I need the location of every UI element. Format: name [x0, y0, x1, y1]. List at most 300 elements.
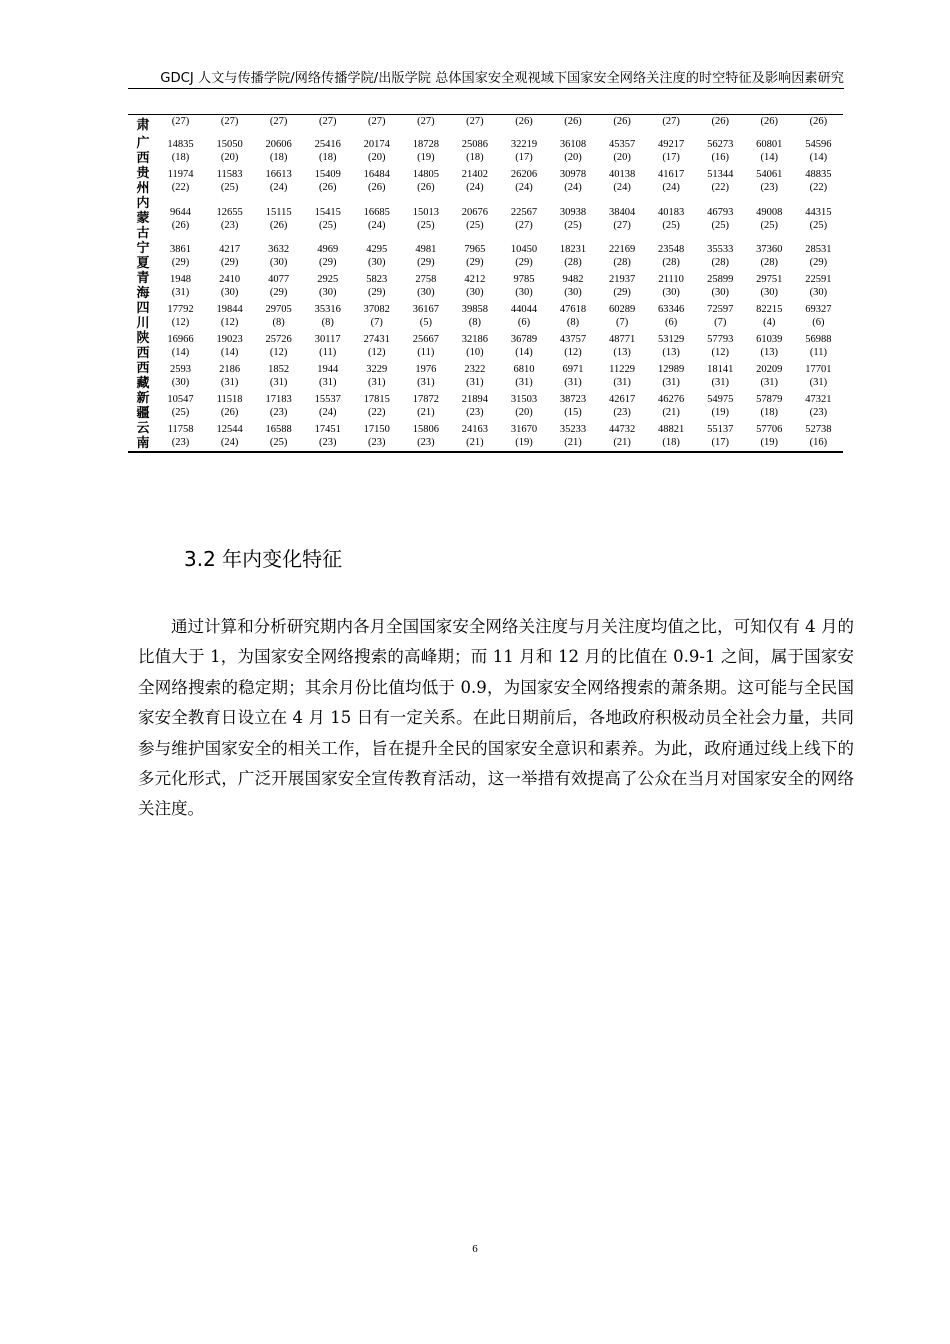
- cell-value: 20174: [363, 139, 390, 150]
- cell-value: 5823: [366, 274, 388, 285]
- cell-value: 45357: [608, 139, 636, 150]
- data-cell: [499, 331, 548, 361]
- data-cell: [303, 166, 352, 196]
- data-cell: [696, 136, 745, 166]
- cell-value: 29705: [265, 304, 292, 315]
- cell-rank: (6): [665, 317, 678, 328]
- cell-rank: (21): [662, 407, 680, 418]
- cell-rank: (23): [760, 182, 779, 193]
- cell-value: 61039: [756, 334, 783, 345]
- cell-rank: (28): [662, 257, 680, 268]
- cell-value: 46793: [707, 206, 734, 218]
- cell-value: 55137: [707, 424, 734, 435]
- cell-rank: (26): [613, 116, 631, 127]
- data-cell: [696, 331, 745, 361]
- cell-value: 72597: [707, 304, 734, 315]
- cell-value: 1944: [317, 364, 339, 375]
- cell-rank: (23): [368, 437, 386, 448]
- data-cell: [352, 331, 401, 361]
- cell-value: 18141: [707, 364, 734, 375]
- cell-rank: (14): [171, 347, 190, 358]
- cell-value: 22591: [805, 274, 832, 285]
- cell-rank: (12): [711, 347, 729, 358]
- cell-value: 9644: [170, 206, 192, 218]
- data-cell: [647, 166, 696, 196]
- data-cell: [352, 241, 401, 271]
- cell-rank: (11): [417, 347, 435, 358]
- cell-rank: (29): [171, 257, 190, 268]
- data-cell: [794, 136, 843, 166]
- cell-rank: (25): [564, 219, 582, 231]
- province-cell: 新 疆: [136, 391, 150, 421]
- section-title: 3.2 年内变化特征: [184, 547, 343, 571]
- cell-value: 26206: [510, 169, 538, 180]
- data-cell: [450, 196, 499, 241]
- data-cell: [156, 271, 205, 301]
- cell-value: 57879: [756, 394, 783, 405]
- cell-rank: (26): [171, 219, 190, 231]
- cell-value: 15115: [265, 206, 292, 218]
- cell-value: 15409: [314, 169, 341, 180]
- cell-rank: (26): [417, 182, 435, 193]
- cell-value: 60801: [756, 139, 783, 150]
- data-cell: [745, 241, 794, 271]
- cell-rank: (28): [564, 257, 582, 268]
- cell-rank: (25): [171, 407, 190, 418]
- cell-rank: (29): [466, 257, 484, 268]
- data-cell: [401, 391, 450, 421]
- cell-value: 31503: [510, 394, 538, 405]
- cell-value: 2322: [464, 364, 486, 375]
- data-cell: [401, 301, 450, 331]
- data-cell: [352, 196, 401, 241]
- data-cell: [156, 331, 205, 361]
- cell-rank: (25): [466, 219, 484, 231]
- cell-value: 9482: [562, 274, 584, 285]
- cell-value: 16685: [363, 206, 390, 218]
- cell-rank: (6): [812, 317, 825, 328]
- body-paragraph: 通过计算和分析研究期内各月全国国家安全网络关注度与月关注度均值之比，可知仅有 4 月的比值大于 1，为国家安全网络搜索的高峰期；而 11 月和 12 月的比值在 0.9-1 之间，属于国家安全网络搜索的稳定期；其余月份比值均低于 0.9，为国家安全网络搜索的萧条期。这可能与全民国家安全教育日设立在 4 月 15 日有一定关系。在此日期前后，各地政府积极动员全社会力量，共同参与维护国家安全的相关工作，旨在提升全民的国家安全意识和素养。为此，政府通过线上线下的多元化形式，广泛开展国家安全宣传教育活动，这一举措有效提高了公众在当月对国家安全的网络关注度。: [138, 617, 854, 819]
- data-cell: [549, 331, 598, 361]
- data-cell: [156, 115, 205, 137]
- data-cell: [499, 391, 548, 421]
- cell-rank: (29): [269, 287, 288, 298]
- data-cell: [647, 271, 696, 301]
- data-cell: [794, 361, 843, 391]
- cell-rank: (24): [368, 219, 386, 231]
- cell-value: 3632: [268, 244, 290, 255]
- cell-value: 17451: [314, 424, 341, 435]
- data-cell: [450, 301, 499, 331]
- table-row: [128, 115, 843, 137]
- cell-rank: (26): [318, 182, 337, 193]
- cell-value: 32186: [461, 334, 489, 345]
- cell-rank: (23): [613, 407, 631, 418]
- data-cell: [794, 115, 843, 137]
- cell-rank: (30): [662, 287, 680, 298]
- data-cell: [647, 196, 696, 241]
- cell-rank: (27): [368, 116, 386, 127]
- cell-rank: (12): [564, 347, 582, 358]
- cell-value: 17701: [805, 364, 832, 375]
- table-row: [128, 331, 843, 361]
- cell-value: 43757: [559, 334, 587, 345]
- cell-value: 17183: [265, 394, 292, 405]
- data-cell: [450, 361, 499, 391]
- cell-value: 22567: [510, 206, 538, 218]
- cell-value: 47618: [559, 304, 587, 315]
- cell-value: 17872: [412, 394, 439, 405]
- province-cell: 青 海: [136, 271, 150, 301]
- cell-rank: (31): [269, 377, 288, 388]
- cell-rank: (30): [220, 287, 239, 298]
- cell-rank: (23): [466, 407, 484, 418]
- cell-rank: (8): [321, 317, 334, 328]
- cell-value: 54596: [805, 139, 832, 150]
- cell-value: 2410: [219, 274, 241, 285]
- cell-value: 35533: [707, 244, 734, 255]
- data-cell: [745, 331, 794, 361]
- data-cell: [696, 241, 745, 271]
- data-cell: [352, 136, 401, 166]
- data-cell: [303, 196, 352, 241]
- cell-value: 12655: [216, 206, 243, 218]
- cell-value: 35233: [559, 424, 587, 435]
- cell-value: 4212: [464, 274, 486, 285]
- cell-value: 30117: [314, 334, 341, 345]
- cell-value: 16588: [265, 424, 292, 435]
- cell-value: 22169: [608, 244, 636, 255]
- data-cell: [450, 136, 499, 166]
- data-cell: [745, 421, 794, 452]
- cell-value: 38404: [608, 206, 636, 218]
- cell-rank: (12): [171, 317, 190, 328]
- cell-rank: (8): [468, 317, 482, 328]
- data-cell: [598, 166, 647, 196]
- cell-value: 16966: [167, 334, 194, 345]
- cell-value: 20209: [756, 364, 783, 375]
- data-cell: [205, 271, 254, 301]
- cell-rank: (30): [269, 257, 288, 268]
- cell-rank: (7): [714, 317, 727, 328]
- cell-value: 82215: [756, 304, 783, 315]
- cell-rank: (24): [318, 407, 337, 418]
- data-cell: [254, 421, 303, 452]
- cell-value: 48821: [658, 424, 685, 435]
- cell-rank: (25): [711, 219, 729, 231]
- cell-rank: (6): [517, 317, 531, 328]
- data-cell: [205, 115, 254, 137]
- cell-rank: (17): [662, 152, 680, 163]
- cell-rank: (17): [515, 152, 533, 163]
- cell-rank: (8): [566, 317, 580, 328]
- data-cell: [401, 421, 450, 452]
- cell-value: 23548: [658, 244, 685, 255]
- cell-value: 48771: [608, 334, 636, 345]
- data-cell: [352, 391, 401, 421]
- cell-value: 25667: [412, 334, 439, 345]
- table-row: [128, 196, 843, 241]
- data-cell: [205, 301, 254, 331]
- cell-value: 47321: [805, 394, 832, 405]
- cell-value: 18231: [559, 244, 587, 255]
- cell-value: 69327: [805, 304, 832, 315]
- data-cell: [598, 421, 647, 452]
- province-cell: 宁 夏: [136, 241, 150, 271]
- cell-rank: (31): [711, 377, 729, 388]
- cell-rank: (26): [515, 116, 533, 127]
- cell-value: 4077: [268, 274, 290, 285]
- data-cell: [254, 271, 303, 301]
- cell-value: 14805: [412, 169, 439, 180]
- table-row: [128, 421, 843, 452]
- data-cell: [794, 421, 843, 452]
- data-cell: [647, 331, 696, 361]
- data-cell: [745, 271, 794, 301]
- cell-value: 9785: [513, 274, 535, 285]
- cell-value: 18728: [412, 139, 439, 150]
- province-cell: 内 蒙 古: [136, 196, 150, 241]
- cell-value: 44732: [608, 424, 636, 435]
- cell-rank: (30): [171, 377, 190, 388]
- data-cell: [598, 391, 647, 421]
- cell-value: 4981: [415, 244, 437, 255]
- cell-rank: (28): [760, 257, 779, 268]
- data-cell: [549, 241, 598, 271]
- cell-rank: (21): [564, 437, 582, 448]
- data-cell: [303, 421, 352, 452]
- table-row: [128, 301, 843, 331]
- data-cell: [696, 196, 745, 241]
- data-cell: [499, 241, 548, 271]
- data-cell: [156, 391, 205, 421]
- cell-rank: (27): [466, 116, 484, 127]
- cell-rank: (26): [760, 116, 779, 127]
- cell-value: 40183: [658, 206, 685, 218]
- data-cell: [647, 361, 696, 391]
- data-cell: [647, 136, 696, 166]
- data-cell: [156, 241, 205, 271]
- cell-rank: (27): [515, 219, 533, 231]
- cell-rank: (26): [809, 116, 828, 127]
- cell-value: 46276: [658, 394, 685, 405]
- cell-rank: (13): [613, 347, 631, 358]
- data-cell: [499, 115, 548, 137]
- cell-rank: (31): [662, 377, 680, 388]
- data-cell: [450, 115, 499, 137]
- data-cell: [598, 136, 647, 166]
- data-cell: [205, 166, 254, 196]
- cell-rank: (20): [220, 152, 239, 163]
- cell-value: 3861: [170, 244, 192, 255]
- cell-value: 44315: [805, 206, 832, 218]
- cell-value: 25086: [461, 139, 489, 150]
- cell-rank: (26): [269, 219, 288, 231]
- data-cell: [794, 241, 843, 271]
- cell-rank: (14): [515, 347, 533, 358]
- cell-rank: (26): [711, 116, 729, 127]
- data-cell: [696, 166, 745, 196]
- data-cell: [794, 391, 843, 421]
- cell-rank: (17): [711, 437, 729, 448]
- data-cell: [745, 115, 794, 137]
- cell-value: 1948: [170, 274, 192, 285]
- data-cell: [499, 421, 548, 452]
- cell-rank: (31): [417, 377, 435, 388]
- cell-value: 14835: [167, 139, 194, 150]
- cell-value: 11758: [167, 424, 194, 435]
- data-cell: [647, 241, 696, 271]
- cell-value: 16484: [363, 169, 390, 180]
- cell-value: 15013: [412, 206, 439, 218]
- data-cell: [549, 391, 598, 421]
- data-cell: [156, 196, 205, 241]
- cell-value: 11974: [167, 169, 194, 180]
- cell-rank: (31): [613, 377, 631, 388]
- data-cell: [254, 391, 303, 421]
- data-cell: [401, 271, 450, 301]
- data-cell: [696, 115, 745, 137]
- province-cell: 陕 西: [136, 331, 150, 361]
- cell-value: 2186: [219, 364, 241, 375]
- cell-rank: (23): [318, 437, 337, 448]
- data-cell: [745, 361, 794, 391]
- cell-rank: (30): [564, 287, 582, 298]
- cell-value: 11518: [216, 394, 243, 405]
- cell-value: 51344: [707, 169, 734, 180]
- cell-rank: (30): [368, 257, 386, 268]
- cell-rank: (31): [220, 377, 239, 388]
- cell-rank: (24): [466, 182, 484, 193]
- data-cell: [549, 361, 598, 391]
- data-cell: [794, 301, 843, 331]
- province-cell: 四 川: [136, 301, 150, 331]
- cell-value: 17150: [363, 424, 390, 435]
- cell-rank: (25): [318, 219, 337, 231]
- data-cell: [401, 331, 450, 361]
- cell-rank: (25): [662, 219, 680, 231]
- data-cell: [205, 331, 254, 361]
- cell-value: 25899: [707, 274, 734, 285]
- data-cell: [745, 301, 794, 331]
- cell-value: 25726: [265, 334, 292, 345]
- cell-value: 20606: [265, 139, 292, 150]
- cell-rank: (28): [613, 257, 631, 268]
- cell-rank: (31): [564, 377, 582, 388]
- cell-rank: (30): [809, 287, 828, 298]
- cell-value: 4295: [366, 244, 388, 255]
- cell-value: 53129: [658, 334, 685, 345]
- province-cell: 广 西: [136, 136, 150, 166]
- cell-value: 21402: [461, 169, 489, 180]
- data-cell: [156, 361, 205, 391]
- data-cell: [450, 241, 499, 271]
- data-cell: [254, 196, 303, 241]
- data-cell: [549, 166, 598, 196]
- data-cell: [499, 196, 548, 241]
- data-cell: [303, 301, 352, 331]
- cell-value: 17792: [167, 304, 194, 315]
- cell-value: 21894: [461, 394, 489, 405]
- cell-value: 56988: [805, 334, 832, 345]
- cell-rank: (19): [760, 437, 779, 448]
- data-cell: [352, 271, 401, 301]
- cell-value: 10547: [167, 394, 194, 405]
- cell-value: 30978: [559, 169, 587, 180]
- data-cell: [254, 115, 303, 137]
- cell-rank: (13): [760, 347, 779, 358]
- cell-rank: (18): [466, 152, 484, 163]
- cell-value: 3229: [366, 364, 388, 375]
- cell-value: 6810: [513, 364, 535, 375]
- data-cell: [499, 301, 548, 331]
- cell-value: 19844: [216, 304, 243, 315]
- data-cell: [205, 196, 254, 241]
- cell-rank: (29): [613, 287, 631, 298]
- cell-rank: (24): [515, 182, 533, 193]
- cell-rank: (24): [613, 182, 631, 193]
- cell-value: 21110: [658, 274, 684, 285]
- data-cell: [156, 166, 205, 196]
- cell-rank: (7): [615, 317, 629, 328]
- data-cell: [450, 271, 499, 301]
- data-cell: [450, 391, 499, 421]
- cell-rank: (19): [515, 437, 533, 448]
- data-cell: [254, 241, 303, 271]
- data-cell: [794, 196, 843, 241]
- data-cell: [499, 136, 548, 166]
- cell-rank: (24): [269, 182, 288, 193]
- attention-data-table: [128, 114, 843, 453]
- data-cell: [450, 331, 499, 361]
- cell-rank: (12): [220, 317, 239, 328]
- cell-rank: (31): [809, 377, 828, 388]
- cell-rank: (13): [662, 347, 680, 358]
- table-row: [128, 136, 843, 166]
- cell-value: 56273: [707, 139, 734, 150]
- cell-value: 32219: [510, 139, 538, 150]
- cell-value: 36789: [510, 334, 538, 345]
- cell-rank: (22): [809, 182, 828, 193]
- data-cell: [598, 196, 647, 241]
- cell-rank: (20): [564, 152, 582, 163]
- cell-value: 35316: [314, 304, 341, 315]
- data-cell: [205, 241, 254, 271]
- cell-value: 7965: [464, 244, 486, 255]
- cell-rank: (23): [269, 407, 288, 418]
- cell-value: 36108: [559, 139, 587, 150]
- cell-value: 20676: [461, 206, 489, 218]
- cell-rank: (29): [318, 257, 337, 268]
- cell-value: 1976: [415, 364, 437, 375]
- cell-rank: (23): [809, 407, 828, 418]
- cell-value: 15415: [314, 206, 341, 218]
- cell-value: 42617: [608, 394, 636, 405]
- cell-value: 4217: [219, 244, 241, 255]
- cell-rank: (25): [809, 219, 828, 231]
- cell-rank: (24): [564, 182, 582, 193]
- data-cell: [549, 301, 598, 331]
- cell-rank: (26): [220, 407, 239, 418]
- cell-rank: (23): [417, 437, 435, 448]
- data-cell: [745, 196, 794, 241]
- cell-value: 2925: [317, 274, 339, 285]
- cell-rank: (11): [319, 347, 337, 358]
- cell-value: 40138: [608, 169, 636, 180]
- cell-rank: (11): [809, 347, 827, 358]
- cell-value: 11583: [216, 169, 243, 180]
- data-cell: [352, 166, 401, 196]
